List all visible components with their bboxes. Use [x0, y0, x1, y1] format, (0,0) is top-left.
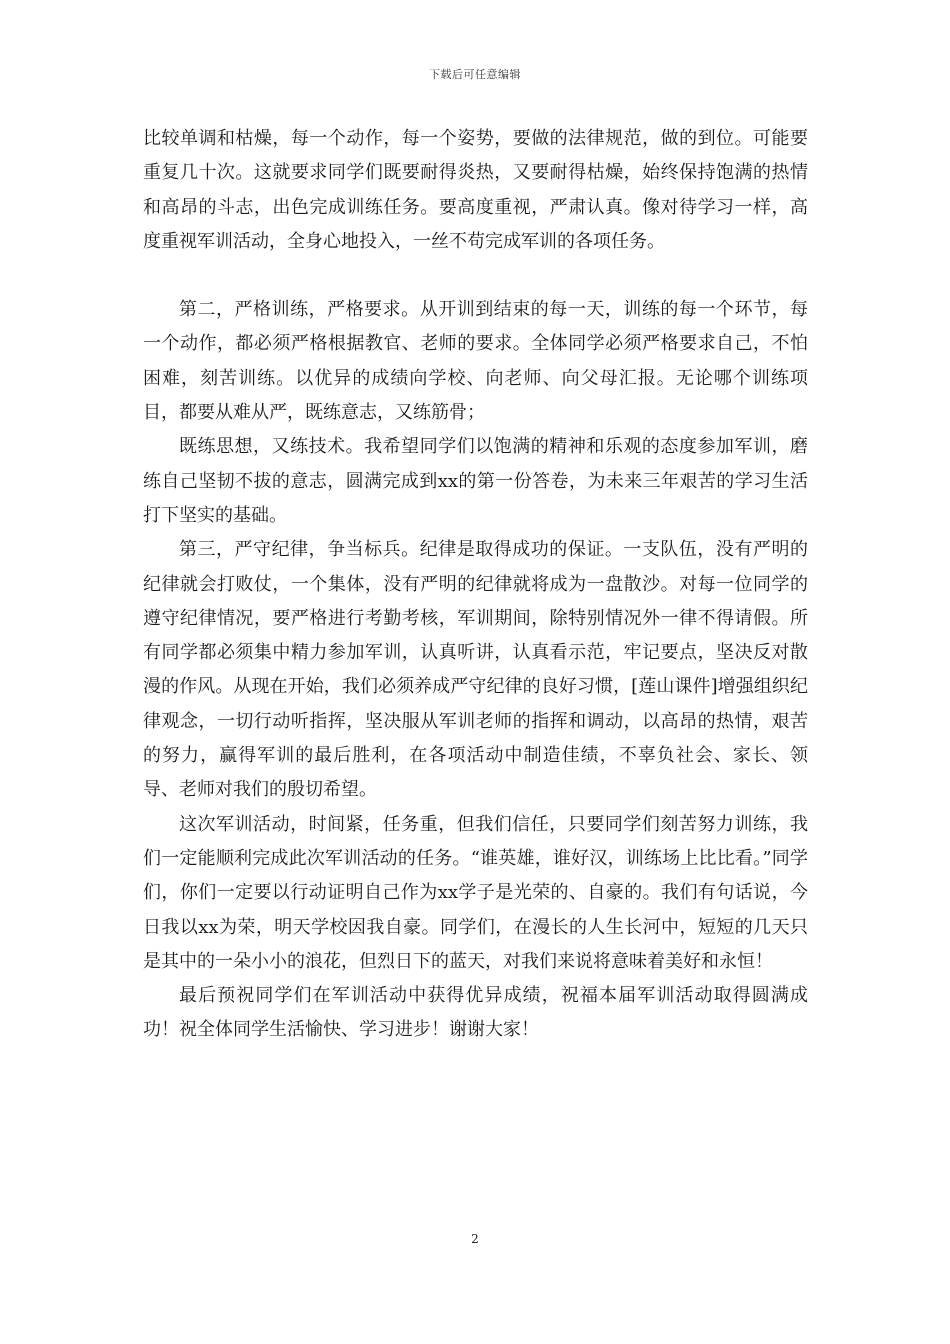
page-number: 2 [471, 1232, 479, 1246]
paragraph-4: 第三，严守纪律，争当标兵。纪律是取得成功的保证。一支队伍，没有严明的纪律就会打败仗，一个集体，没有严明的纪律就将成为一盘散沙。对每一位同学的遵守纪律情况，要严格进行考勤考核，军训期间，除特别情况外一律不得请假。所有同学都必须集中精力参加军训，认真听讲，认真看示范，牢记要点，坚决反对散漫的作风。从现在开始，我们必须养成严守纪律的良好习惯，[莲山课件]增强组织纪律观念，一切行动听指挥，坚决服从军训老师的指挥和调动，以高昂的热情，艰苦的努力，赢得军训的最后胜利，在各项活动中制造佳绩，不辜负社会、家长、领导、老师对我们的殷切希望。 [143, 539, 808, 801]
paragraph-5: 这次军训活动，时间紧，任务重，但我们信任，只要同学们刻苦努力训练，我们一定能顺利完成此次军训活动的任务。“谁英雄，谁好汉，训练场上比比看。”同学们，你们一定要以行动证明自己作为xx学子是光荣的、自豪的。我们有句话说，今日我以xx为荣，明天学校因我自豪。同学们，在漫长的人生长河中，短短的几天只是其中的一朵小小的浪花，但烈日下的蓝天，对我们来说将意味着美好和永恒！ [143, 813, 808, 972]
paragraph-2: 第二，严格训练，严格要求。从开训到结束的每一天，训练的每一个环节，每一个动作，都必须严格根据教官、老师的要求。全体同学必须严格要求自己，不怕困难，刻苦训练。以优异的成绩向学校、向老师、向父母汇报。无论哪个训练项目，都要从难从严，既练意志，又练筋骨； [143, 299, 808, 424]
document-body [143, 122, 808, 1048]
page-header: 下载后可任意编辑 [429, 68, 521, 81]
paragraph-gap [143, 259, 808, 293]
paragraph-6: 最后预祝同学们在军训活动中获得优异成绩，祝福本届军训活动取得圆满成功！祝全体同学生活愉快、学习进步！谢谢大家！ [143, 985, 808, 1041]
paragraph-3: 既练思想，又练技术。我希望同学们以饱满的精神和乐观的态度参加军训，磨练自己坚韧不拔的意志，圆满完成到xx的第一份答卷，为未来三年艰苦的学习生活打下坚实的基础。 [143, 436, 808, 526]
paragraph-1: 比较单调和枯燥，每一个动作，每一个姿势，要做的法律规范，做的到位。可能要重复几十次。这就要求同学们既要耐得炎热，又要耐得枯燥，始终保持饱满的热情和高昂的斗志，出色完成训练任务。要高度重视，严肃认真。像对待学习一样，高度重视军训活动，全身心地投入，一丝不苟完成军训的各项任务。 [143, 128, 808, 252]
